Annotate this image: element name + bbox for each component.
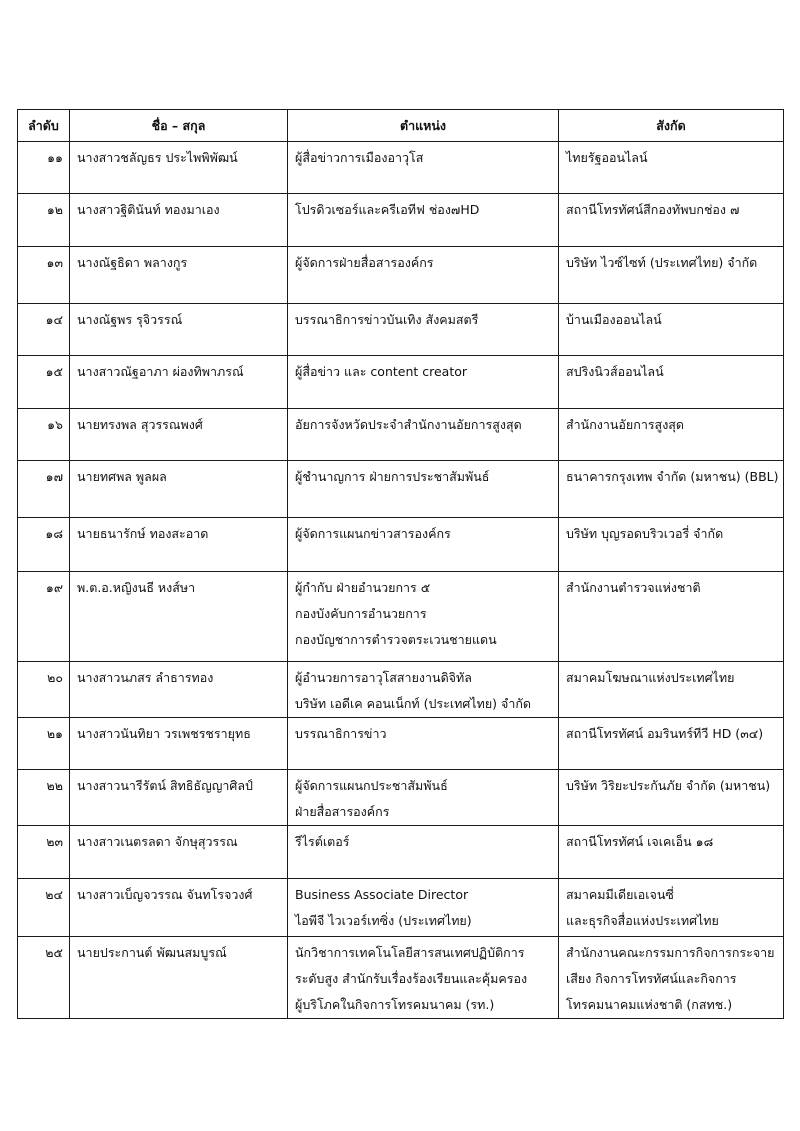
cell-name: นางสาวนภสร ลำธารทอง xyxy=(70,662,288,718)
table-row xyxy=(18,770,784,826)
affiliation-line: และธุรกิจสื่อแห่งประเทศไทย xyxy=(566,913,719,928)
position-line: ผู้สื่อข่าวการเมืองอาวุโส xyxy=(295,150,424,165)
cell-name: นางณัฐธิดา พลางกูร xyxy=(70,247,288,304)
position-line: กองบัญชาการตำรวจตระเวนชายแดน xyxy=(295,632,497,647)
table-row xyxy=(18,662,784,718)
cell-affiliation xyxy=(559,662,784,718)
header-position: ตำแหน่ง xyxy=(288,110,559,142)
table-row xyxy=(18,937,784,1019)
affiliation-line: สำนักงานอัยการสูงสุด xyxy=(566,417,685,432)
table-row xyxy=(18,247,784,304)
affiliation-line: ธนาคารกรุงเทพ จำกัด (มหาชน) (BBL) xyxy=(566,469,779,484)
position-line: ไอพีจี ไวเวอร์เทซิ่ง (ประเทศไทย) xyxy=(295,913,472,928)
cell-affiliation xyxy=(559,247,784,304)
position-line: บริษัท เอดีเค คอนเน็กท์ (ประเทศไทย) จำกัด xyxy=(295,696,532,711)
table-body xyxy=(18,142,784,1019)
cell-name: พ.ต.อ.หญิงนธี หงส์ษา xyxy=(70,572,288,662)
position-line: ผู้อำนวยการอาวุโสสายงานดิจิทัล xyxy=(295,670,472,685)
cell-name: นางสาวนารีรัตน์ สิทธิธัญญาศิลป์ xyxy=(70,770,288,826)
table-row xyxy=(18,409,784,461)
cell-position xyxy=(288,718,559,770)
cell-no: ๑๒ xyxy=(18,194,70,247)
cell-no: ๑๘ xyxy=(18,518,70,572)
position-line: ผู้จัดการฝ่ายสื่อสารองค์กร xyxy=(295,255,434,270)
position-line: โปรดิวเซอร์และครีเอทีฟ ช่อง๗HD xyxy=(295,202,480,217)
cell-name: นายทรงพล สุวรรณพงศ์ xyxy=(70,409,288,461)
cell-name: นางสาวชลัญธร ประไพพิพัฒน์ xyxy=(70,142,288,194)
position-line: ผู้จัดการแผนกประชาสัมพันธ์ xyxy=(295,778,448,793)
position-line: ระดับสูง สำนักรับเรื่องร้องเรียนและคุ้มครอง xyxy=(295,971,528,986)
affiliation-line: สถานีโทรทัศน์ เจเคเอ็น ๑๘ xyxy=(566,834,714,849)
position-line: ผู้จัดการแผนกข่าวสารองค์กร xyxy=(295,526,451,541)
cell-name: นางณัฐพร รุจิวรรณ์ xyxy=(70,304,288,356)
cell-affiliation xyxy=(559,572,784,662)
cell-position xyxy=(288,518,559,572)
table-row xyxy=(18,826,784,879)
cell-name: นางสาวเบ็ญจวรรณ จันทโรจวงศ์ xyxy=(70,879,288,937)
cell-affiliation xyxy=(559,356,784,409)
table-row xyxy=(18,572,784,662)
cell-no: ๑๔ xyxy=(18,304,70,356)
affiliation-line: ไทยรัฐออนไลน์ xyxy=(566,150,648,165)
affiliation-line: สำนักงานตำรวจแห่งชาติ xyxy=(566,580,701,595)
position-line: ผู้ชำนาญการ ฝ่ายการประชาสัมพันธ์ xyxy=(295,469,490,484)
position-line: รีไรต์เตอร์ xyxy=(295,834,350,849)
cell-no: ๒๕ xyxy=(18,937,70,1019)
affiliation-line: สมาคมโฆษณาแห่งประเทศไทย xyxy=(566,670,735,685)
cell-affiliation xyxy=(559,461,784,518)
cell-affiliation xyxy=(559,879,784,937)
cell-affiliation xyxy=(559,826,784,879)
table-row xyxy=(18,879,784,937)
table-row xyxy=(18,718,784,770)
table-row xyxy=(18,142,784,194)
table-row xyxy=(18,518,784,572)
cell-name: นายประกานต์ พัฒนสมบูรณ์ xyxy=(70,937,288,1019)
cell-no: ๒๑ xyxy=(18,718,70,770)
cell-affiliation xyxy=(559,194,784,247)
cell-no: ๑๓ xyxy=(18,247,70,304)
affiliation-line: บริษัท ไวซ์ไซท์ (ประเทศไทย) จำกัด xyxy=(566,255,758,270)
cell-no: ๒๒ xyxy=(18,770,70,826)
affiliation-line: สมาคมมีเดียเอเจนซี่ xyxy=(566,887,674,902)
cell-affiliation xyxy=(559,142,784,194)
affiliation-line: สปริงนิวส์ออนไลน์ xyxy=(566,364,664,379)
cell-name: นายธนารักษ์ ทองสะอาด xyxy=(70,518,288,572)
cell-position xyxy=(288,356,559,409)
table-row xyxy=(18,304,784,356)
cell-position xyxy=(288,770,559,826)
affiliation-line: สำนักงานคณะกรรมการกิจการกระจาย xyxy=(566,945,775,960)
cell-name: นายทศพล พูลผล xyxy=(70,461,288,518)
position-line: Business Associate Director xyxy=(295,887,469,902)
position-line: ผู้บริโภคในกิจการโทรคมนาคม (รท.) xyxy=(295,997,495,1012)
position-line: ผู้กำกับ ฝ่ายอำนวยการ ๕ xyxy=(295,580,431,595)
cell-position xyxy=(288,142,559,194)
cell-position xyxy=(288,304,559,356)
roster-table xyxy=(17,109,784,1019)
position-line: อัยการจังหวัดประจำสำนักงานอัยการสูงสุด xyxy=(295,417,522,432)
table-row xyxy=(18,461,784,518)
cell-affiliation xyxy=(559,937,784,1019)
cell-name: นางสาวเนตรลดา จักษุสุวรรณ xyxy=(70,826,288,879)
cell-affiliation xyxy=(559,718,784,770)
header-name: ชื่อ – สกุล xyxy=(70,110,288,142)
affiliation-line: บ้านเมืองออนไลน์ xyxy=(566,312,662,327)
cell-name: นางสาวนันทิยา วรเพชรชรายุทธ xyxy=(70,718,288,770)
cell-position xyxy=(288,409,559,461)
cell-no: ๑๖ xyxy=(18,409,70,461)
cell-no: ๑๗ xyxy=(18,461,70,518)
affiliation-line: เสียง กิจการโทรทัศน์และกิจการ xyxy=(566,971,737,986)
cell-position xyxy=(288,937,559,1019)
cell-affiliation xyxy=(559,770,784,826)
position-line: นักวิชาการเทคโนโลยีสารสนเทศปฏิบัติการ xyxy=(295,945,525,960)
cell-affiliation xyxy=(559,518,784,572)
cell-affiliation xyxy=(559,409,784,461)
affiliation-line: บริษัท บุญรอดบริวเวอรี่ จำกัด xyxy=(566,526,724,541)
cell-position xyxy=(288,826,559,879)
cell-no: ๑๑ xyxy=(18,142,70,194)
cell-no: ๑๙ xyxy=(18,572,70,662)
affiliation-line: โทรคมนาคมแห่งชาติ (กสทช.) xyxy=(566,997,733,1012)
affiliation-line: สถานีโทรทัศน์ อมรินทร์ทีวี HD (๓๔) xyxy=(566,726,764,741)
cell-no: ๒๐ xyxy=(18,662,70,718)
cell-position xyxy=(288,572,559,662)
cell-affiliation xyxy=(559,304,784,356)
affiliation-line: บริษัท วิริยะประกันภัย จำกัด (มหาชน) xyxy=(566,778,771,793)
cell-position xyxy=(288,879,559,937)
position-line: ฝ่ายสื่อสารองค์กร xyxy=(295,804,390,819)
cell-no: ๒๔ xyxy=(18,879,70,937)
table-row xyxy=(18,356,784,409)
cell-name: นางสาวณัฐอาภา ผ่องทิพาภรณ์ xyxy=(70,356,288,409)
cell-position xyxy=(288,662,559,718)
table-header-row xyxy=(18,110,784,142)
cell-position xyxy=(288,461,559,518)
position-line: กองบังคับการอำนวยการ xyxy=(295,606,427,621)
cell-name: นางสาวฐิตินันท์ ทองมาเอง xyxy=(70,194,288,247)
header-affiliation: สังกัด xyxy=(559,110,784,142)
position-line: บรรณาธิการข่าวบันเทิง สังคมสตรี xyxy=(295,312,479,327)
cell-position xyxy=(288,194,559,247)
affiliation-line: สถานีโทรทัศน์สีกองทัพบกช่อง ๗ xyxy=(566,202,740,217)
cell-no: ๑๕ xyxy=(18,356,70,409)
header-no: ลำดับ xyxy=(18,110,70,142)
cell-position xyxy=(288,247,559,304)
position-line: ผู้สื่อข่าว และ content creator xyxy=(295,364,468,379)
table-row xyxy=(18,194,784,247)
position-line: บรรณาธิการข่าว xyxy=(295,726,387,741)
cell-no: ๒๓ xyxy=(18,826,70,879)
